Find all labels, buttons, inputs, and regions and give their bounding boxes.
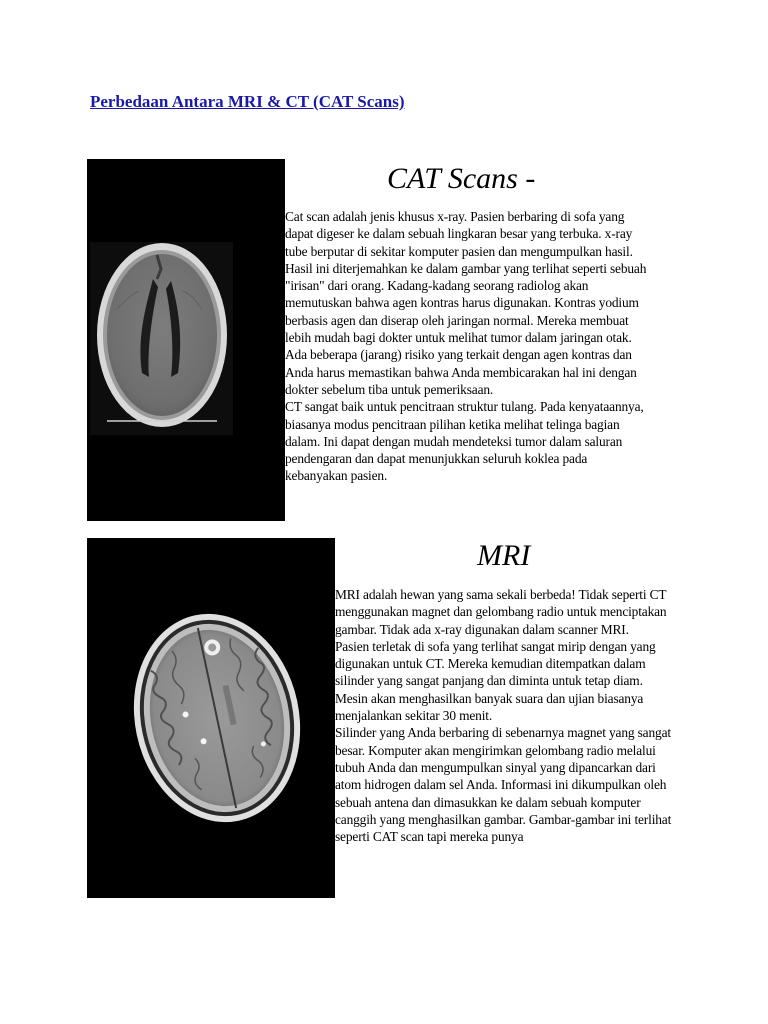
mri-paragraph: Pasien terletak di sofa yang terlihat sangat mirip dengan yang digunakan untuk CT. Mereka kemudian ditempatkan dalam silinder yang sangat panjang dan diminta untuk tetap diam. Mesin akan menghasilkan banyak suara dan ujian biasanya menjalankan sekitar 30 menit. bbox=[335, 638, 656, 724]
mri-body bbox=[335, 586, 674, 898]
mri-paragraph: Silinder yang Anda berbaring di sebenarnya magnet yang sangat besar. Komputer akan mengirimkan gelombang radio melalui tubuh Anda dan mengumpulkan sinyal yang dipancarkan dari atom hidrogen dalam sel Anda. Informasi ini dikumpulkan oleh sebuah antena dan dimasukkan ke dalam sebuah komputer canggih yang menghasilkan gambar. Gambar-gambar ini terlihat seperti CAT scan tapi mereka punya bbox=[335, 725, 672, 845]
ct-scan-image bbox=[87, 159, 285, 521]
cat-paragraph: Cat scan adalah jenis khusus x-ray. Pasien berbaring di sofa yang dapat digeser ke dalam sebuah lingkaran besar yang terbuka. x-ray tube berputar di sekitar komputer pasien dan mengumpulkan hasil. Hasil ini diterjemahkan ke dalam gambar yang terlihat seperti sebuah "irisan" dari orang. Kadang-kadang seorang radiolog akan memutuskan bahwa agen kontras harus digunakan. Kontras yodium berbasis agen dan diserap oleh jaringan normal. Mereka membuat lebih mudah bagi dokter untuk melihat tumor dalam jaringan otak. Ada beberapa (jarang) risiko yang terkait dengan agen kontras dan Anda harus memastikan bahwa Anda membicarakan hal ini dengan dokter sebelum tiba untuk pemeriksaan. bbox=[285, 209, 647, 397]
document-title-link[interactable]: Perbedaan Antara MRI & CT (CAT Scans) bbox=[90, 92, 405, 111]
mri-paragraph: MRI adalah hewan yang sama sekali berbeda! Tidak seperti CT menggunakan magnet dan gelombang radio untuk menciptakan gambar. Tidak ada x-ray digunakan dalam scanner MRI. bbox=[335, 587, 667, 637]
cat-scans-heading-suffix: - bbox=[525, 162, 536, 195]
cat-paragraph: CT sangat baik untuk pencitraan struktur tulang. Pada kenyataannya, biasanya modus pencitraan pilihan ketika melihat telinga bagian dalam. Ini dapat dengan mudah mendeteksi tumor dalam saluran pendengaran dan dapat menunjukkan seluruh koklea pada kebanyakan pasien. bbox=[285, 399, 644, 484]
cat-scans-heading bbox=[387, 162, 535, 196]
mri-heading-text: MRI bbox=[477, 539, 531, 572]
cat-scans-body bbox=[285, 208, 649, 485]
mri-scan-image bbox=[87, 538, 335, 898]
mri-heading bbox=[477, 539, 530, 573]
cat-scans-heading-text: CAT Scans bbox=[387, 162, 518, 195]
